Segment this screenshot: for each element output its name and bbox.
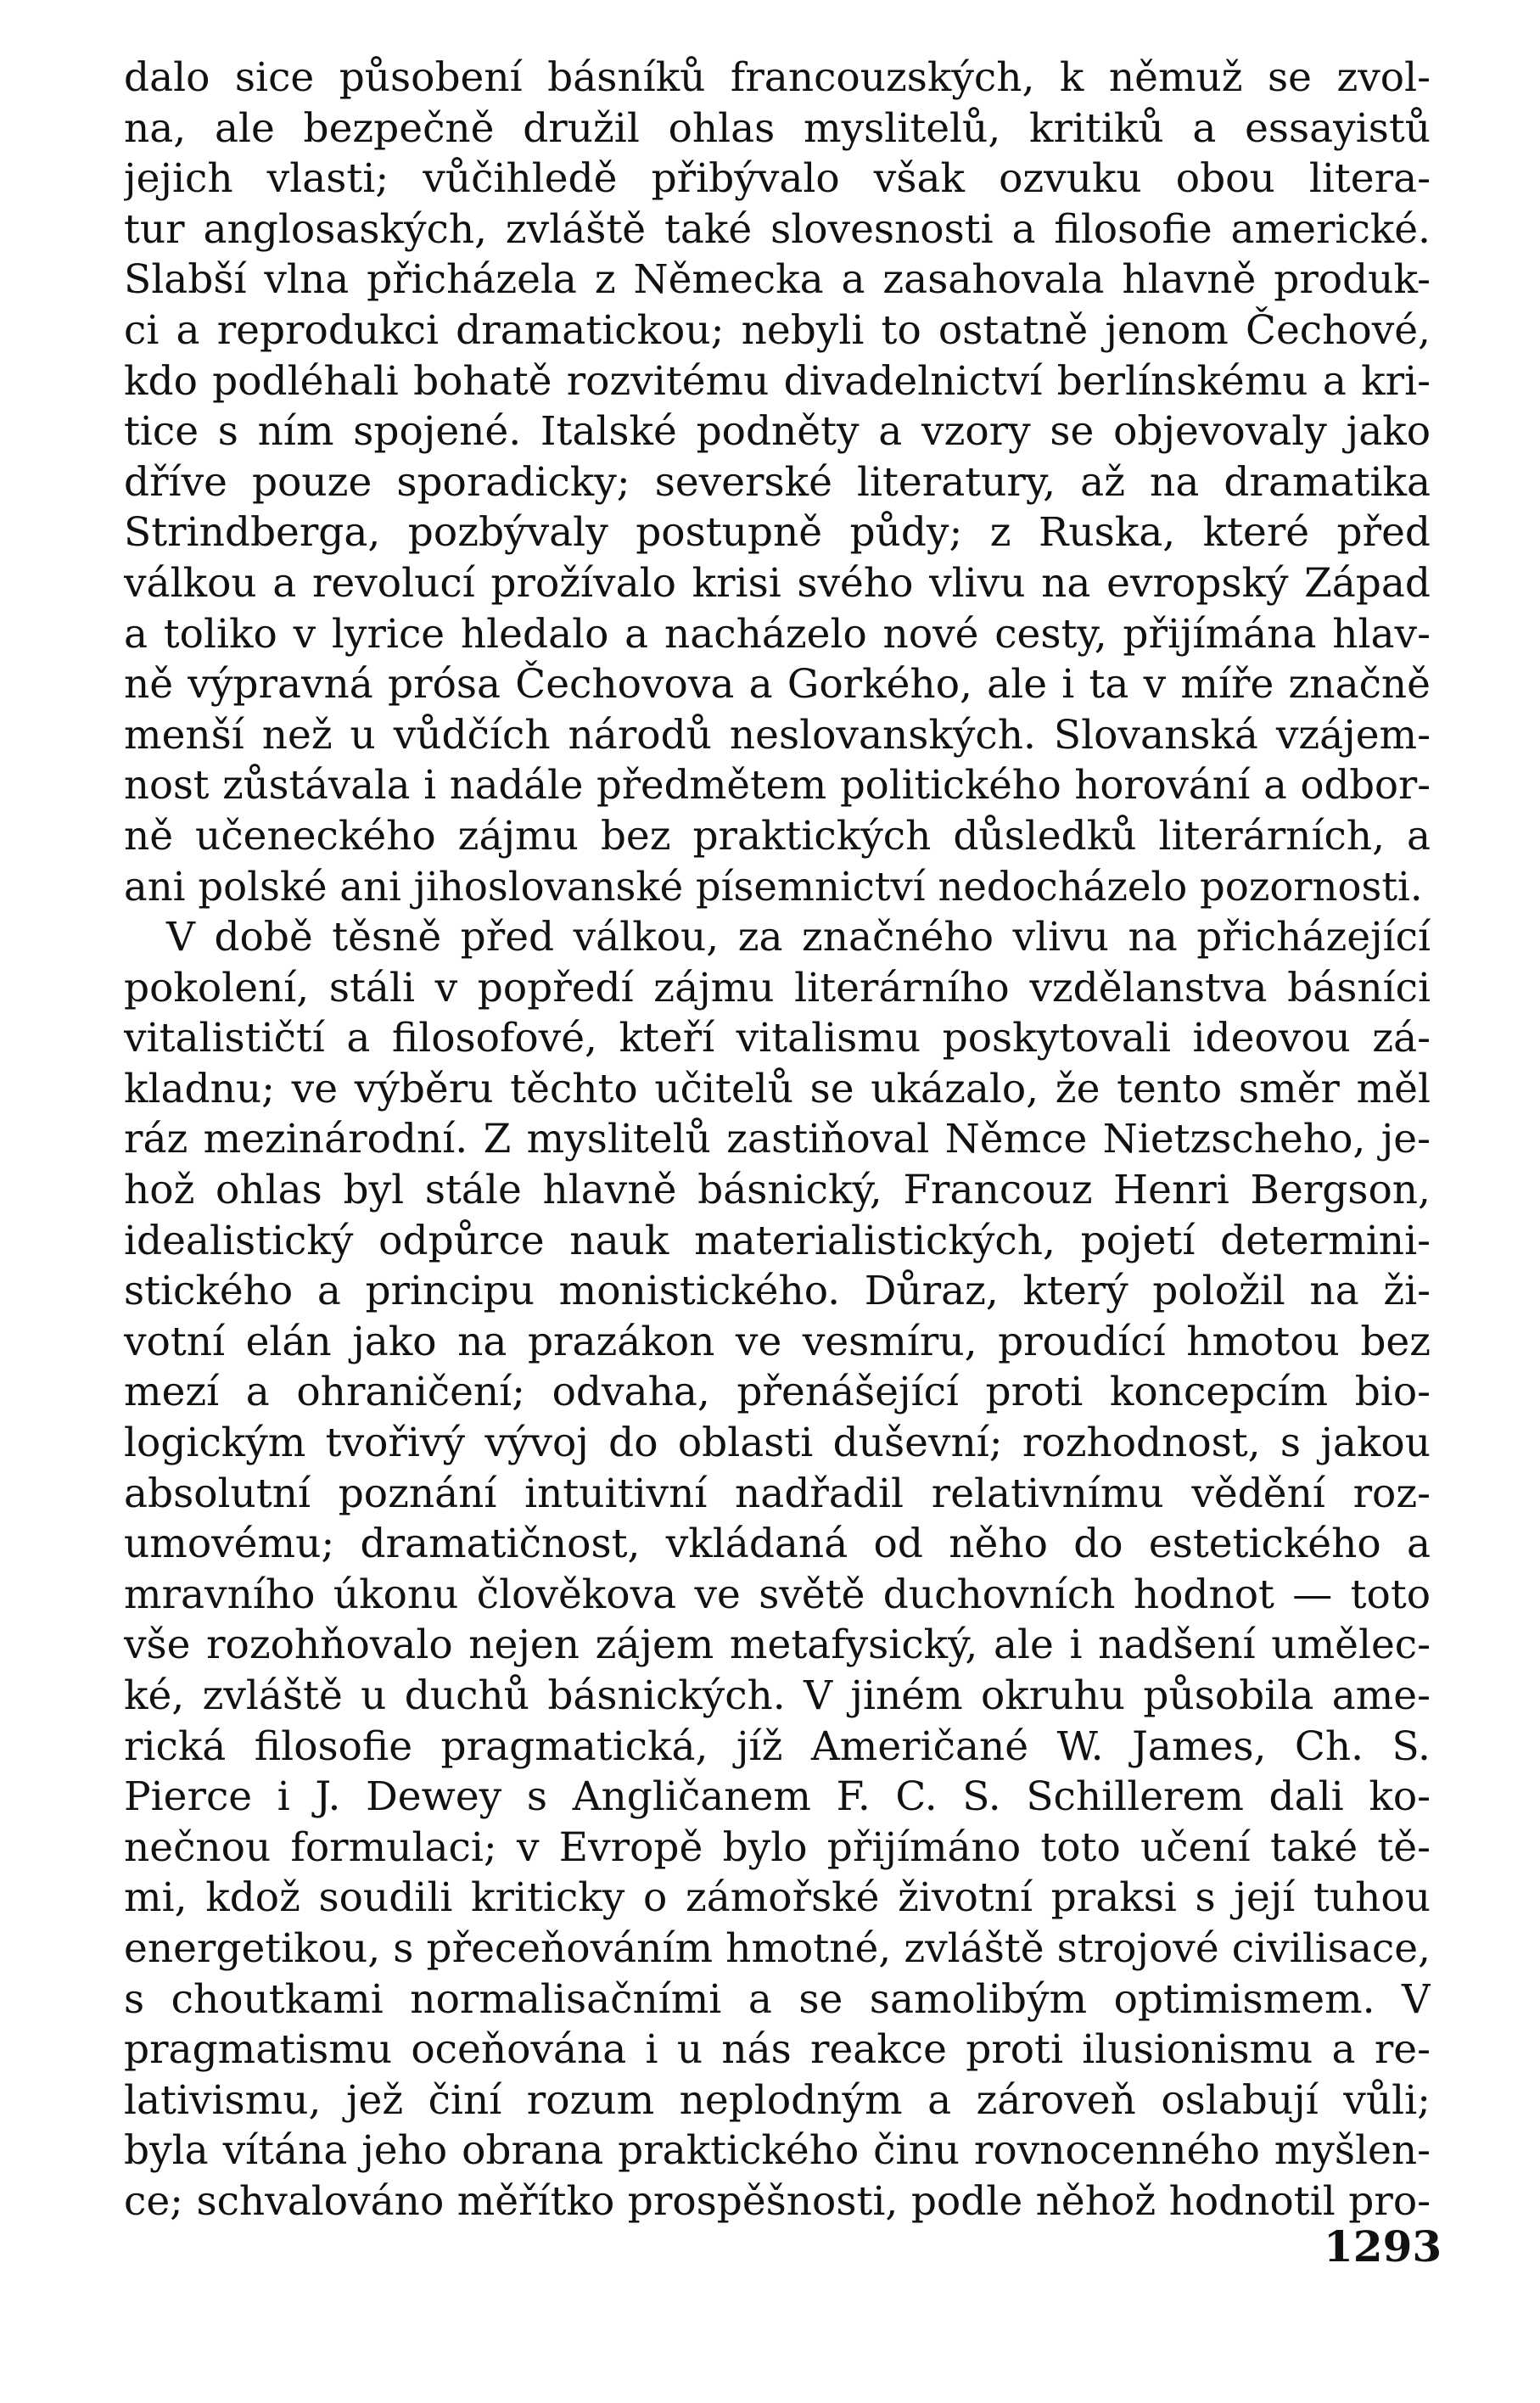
text-line: ani polské ani jihoslovanské písemnictví nedocházelo pozornosti. — [124, 863, 1423, 910]
text-line: kladnu; ve výběru těchto učitelů se ukázalo, že tento směr měl — [124, 1065, 1431, 1112]
text-line: logickým tvořivý vývoj do oblasti duševní; rozhodnost, s jakou — [124, 1420, 1431, 1467]
text-line: ci a reprodukci dramatickou; nebyli to ostatně jenom Čechové, — [124, 306, 1431, 354]
text-line: Pierce i J. Dewey s Angličanem F. C. S. Schillerem dali ko- — [124, 1773, 1431, 1821]
text-line: menší než u vůdčích národů neslovanských. Slovanská vzájem- — [124, 711, 1431, 759]
text-line: ce; schvalováno měřítko prospěšnosti, podle něhož hodnotil pro- — [124, 2177, 1431, 2225]
text-line: vše rozohňovalo nejen zájem metafysický, ale i nadšení umělec- — [124, 1622, 1431, 1669]
text-line: ráz mezinárodní. Z myslitelů zastiňoval Němce Nietzscheho, je- — [124, 1116, 1431, 1163]
text-line: Slabší vlna přicházela z Německa a zasahovala hlavně produk- — [124, 256, 1431, 304]
text-line: ně výpravná prósa Čechovova a Gorkého, ale i ta v míře značně — [124, 661, 1431, 709]
text-line: Strindberga, pozbývaly postupně půdy; z Ruska, které před — [124, 509, 1431, 557]
text-line: idealistický odpůrce nauk materialistických, pojetí determini- — [124, 1217, 1431, 1264]
text-line: tur anglosaských, zvláště také slovesnosti a filosofie americké. — [124, 205, 1431, 253]
text-line: votní elán jako na prazákon ve vesmíru, proudící hmotou bez — [124, 1318, 1431, 1365]
text-line: energetikou, s přeceňováním hmotné, zvláště strojové civilisace, — [124, 1924, 1431, 1972]
text-line: rická filosofie pragmatická, jíž Američané W. James, Ch. S. — [124, 1722, 1431, 1770]
text-line: pokolení, stáli v popředí zájmu literárního vzdělanstva básníci — [124, 964, 1431, 1011]
text-line: mezí a ohraničení; odvaha, přenášející proti koncepcím bio- — [124, 1369, 1431, 1416]
page-number: 1293 — [1324, 2221, 1442, 2271]
text-line: ně učeneckého zájmu bez praktických důsledků literárních, a — [124, 812, 1431, 860]
text-line: mi, kdož soudili kriticky o zámořské životní praksi s její tuhou — [124, 1874, 1431, 1922]
text-line: na, ale bezpečně družil ohlas myslitelů, kritiků a essayistů — [124, 104, 1431, 152]
text-line: byla vítána jeho obrana praktického činu rovnocenného myšlen- — [124, 2127, 1431, 2175]
text-line: umovému; dramatičnost, vkládaná od něho do estetického a — [124, 1521, 1431, 1568]
text-line: absolutní poznání intuitivní nadřadil relativnímu vědění roz- — [124, 1470, 1431, 1517]
text-line: stického a principu monistického. Důraz, který položil na ži- — [124, 1268, 1431, 1315]
body-text — [124, 53, 1431, 2227]
text-line: mravního úkonu člověkova ve světě duchovních hodnot — toto — [124, 1571, 1431, 1618]
text-line: ké, zvláště u duchů básnických. V jiném okruhu působila ame- — [124, 1672, 1431, 1719]
text-line: s choutkami normalisačními a se samolibým optimismem. V — [124, 1975, 1431, 2023]
text-line: lativismu, jež činí rozum neplodným a zároveň oslabují vůli; — [124, 2076, 1431, 2124]
text-line: dalo sice působení básníků francouzských, k němuž se zvol- — [124, 54, 1431, 101]
text-line: tice s ním spojené. Italské podněty a vzory se objevovaly jako — [124, 408, 1431, 456]
text-line: válkou a revolucí prožívalo krisi svého vlivu na evropský Západ — [124, 559, 1431, 607]
text-line: hož ohlas byl stále hlavně básnický, Francouz Henri Bergson, — [124, 1167, 1431, 1214]
text-line: kdo podléhali bohatě rozvitému divadelnictví berlínskému a kri- — [124, 357, 1431, 405]
text-line: pragmatismu oceňována i u nás reakce proti ilusionismu a re- — [124, 2026, 1431, 2074]
text-line: jejich vlasti; vůčihledě přibývalo však ozvuku obou litera- — [124, 155, 1431, 203]
text-line: V době těsně před válkou, za značného vlivu na přicházející — [166, 914, 1431, 961]
text-line: a toliko v lyrice hledalo a nacházelo nové cesty, přijímána hlav- — [124, 610, 1431, 658]
text-line: nečnou formulaci; v Evropě bylo přijímáno toto učení také tě- — [124, 1823, 1431, 1871]
text-line: vitalističtí a filosofové, kteří vitalismu poskytovali ideovou zá- — [124, 1015, 1431, 1062]
text-line: nost zůstávala i nadále předmětem politického horování a odbor- — [124, 762, 1431, 809]
text-line: dříve pouze sporadicky; severské literatury, až na dramatika — [124, 458, 1431, 506]
